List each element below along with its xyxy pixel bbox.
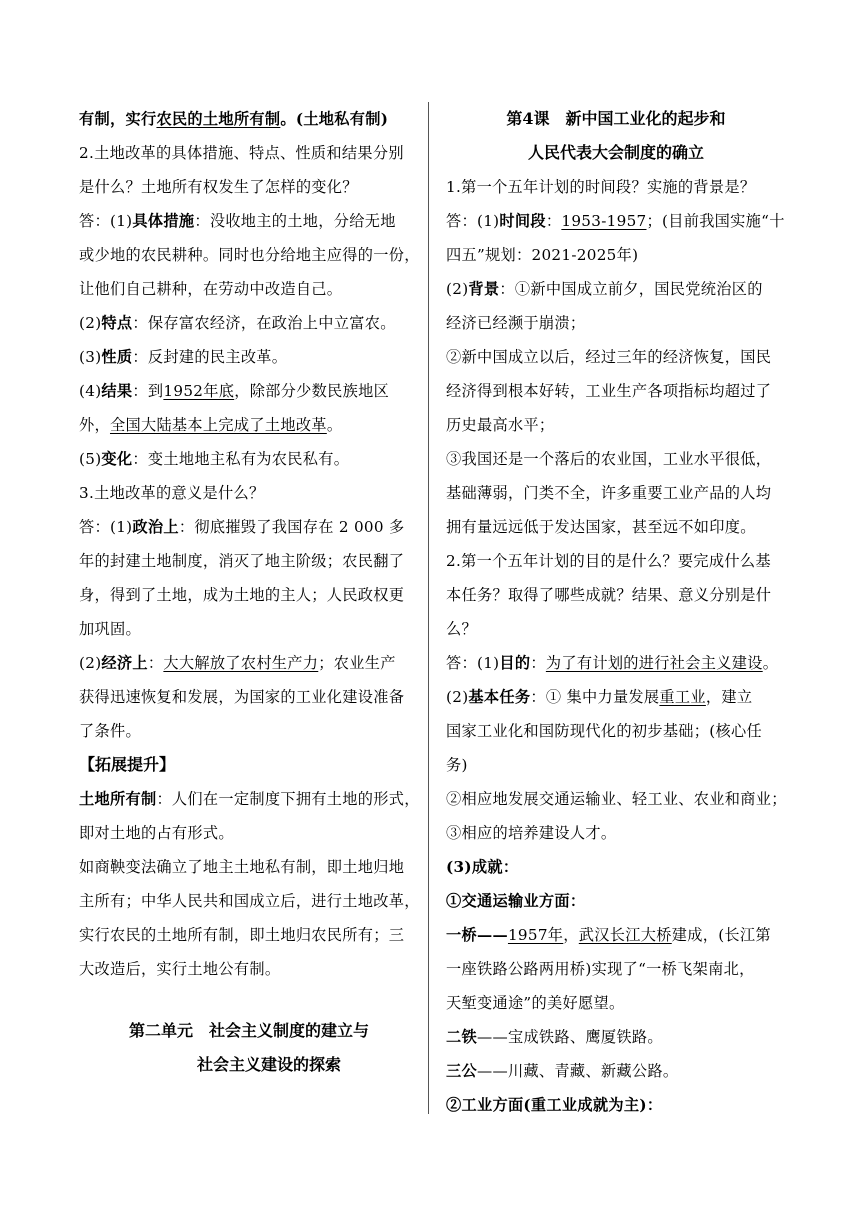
answer-economic: (2)经济上：大大解放了农村生产力；农业生产	[79, 654, 396, 672]
question-1: 1.第一个五年计划的时间段？实施的背景是？	[446, 178, 756, 196]
right-column	[446, 102, 786, 1122]
railway-line: 二铁——宝成铁路、鹰厦铁路。	[446, 1028, 663, 1046]
left-column	[79, 102, 419, 1082]
text-line: 经济得到根本好转，工业生产各项指标均超过了	[446, 382, 772, 400]
text-line: 务)	[446, 756, 468, 774]
text-line: 历史最高水平；	[446, 416, 555, 434]
extension-heading: 【拓展提升】	[79, 755, 176, 774]
unit-title: 第二单元 社会主义制度的建立与	[128, 1021, 369, 1040]
answer-features: (2)特点：保存富农经济，在政治上中立富农。	[79, 314, 396, 332]
text-line: 让他们自己耕种，在劳动中改造自己。	[79, 280, 343, 298]
text-line: 一座铁路公路两用桥)实现了“一桥飞架南北，	[446, 960, 755, 978]
text-line: 大改造后，实行土地公有制。	[79, 960, 281, 978]
text-line: 如商鞅变法确立了地主土地私有制，即土地归地	[79, 858, 405, 876]
question-2: 2.第一个五年计划的目的是什么？要完成什么基	[446, 552, 771, 570]
highway-line: 三公——川藏、青藏、新藏公路。	[446, 1062, 679, 1080]
transport-heading: ①交通运输业方面：	[446, 892, 586, 910]
answer-measures: 答：(1)具体措施：没收地主的土地，分给无地	[79, 212, 396, 230]
text-line: 外，全国大陆基本上完成了土地改革。	[79, 416, 343, 434]
unit-title-cont: 社会主义建设的探索	[196, 1055, 341, 1074]
question-3: 3.土地改革的意义是什么？	[79, 484, 265, 502]
answer-political: 答：(1)政治上：彻底摧毁了我国存在 2 000 多	[79, 518, 405, 536]
question-2: 2.土地改革的具体措施、特点、性质和结果分别	[79, 144, 404, 162]
question-2-cont: 么？	[446, 620, 477, 638]
bridge-line: 一桥——1957年，武汉长江大桥建成，(长江第	[446, 926, 771, 944]
text-line: 获得迅速恢复和发展，为国家的工业化建设准备	[79, 688, 405, 706]
lesson-title: 第4课 新中国工业化的起步和	[506, 109, 726, 128]
question-2-cont: 本任务？取得了哪些成就？结果、意义分别是什	[446, 586, 772, 604]
answer-achievements: (3)成就：	[446, 858, 519, 876]
industry-heading: ②工业方面(重工业成就为主)：	[446, 1096, 663, 1114]
column-divider	[428, 102, 429, 1114]
text-line: 经济已经濒于崩溃；	[446, 314, 586, 332]
answer-background: (2)背景：①新中国成立前夕，国民党统治区的	[446, 280, 763, 298]
text-line: 拥有量远远低于发达国家，甚至远不如印度。	[446, 518, 756, 536]
answer-result: (4)结果：到1952年底，除部分少数民族地区	[79, 382, 390, 400]
text-line: 加巩固。	[79, 620, 141, 638]
text-line: ③我国还是一个落后的农业国，工业水平很低，	[446, 450, 772, 468]
text-line: 四五”规划：2021-2025年)	[446, 246, 639, 264]
text-line: 了条件。	[79, 722, 141, 740]
question-2-cont: 是什么？土地所有权发生了怎样的变化？	[79, 178, 358, 196]
text-line: 或少地的农民耕种。同时也分给地主应得的一份，	[79, 246, 420, 264]
answer-tasks: (2)基本任务：① 集中力量发展重工业，建立	[446, 688, 753, 706]
answer-period: 答：(1)时间段：1953-1957；(目前我国实施“十	[446, 212, 785, 230]
text-line: 年的封建土地制度，消灭了地主阶级；农民翻了	[79, 552, 405, 570]
text-line: 主所有；中华人民共和国成立后，进行土地改革，	[79, 892, 420, 910]
text-line: 有制，实行农民的土地所有制。(土地私有制)	[79, 110, 389, 128]
text-line: 国家工业化和国防现代化的初步基础；(核心任	[446, 722, 762, 740]
text-line: 实行农民的土地所有制，即土地归农民所有；三	[79, 926, 405, 944]
text-line: ②新中国成立以后，经过三年的经济恢复，国民	[446, 348, 772, 366]
answer-purpose: 答：(1)目的：为了有计划的进行社会主义建设。	[446, 654, 779, 672]
text-line: ②相应地发展交通运输业、轻工业、农业和商业；	[446, 790, 787, 808]
answer-change: (5)变化：变土地地主私有为农民私有。	[79, 450, 350, 468]
text-line: 基础薄弱，门类不全，许多重要工业产品的人均	[446, 484, 772, 502]
text-line: 身，得到了土地，成为土地的主人；人民政权更	[79, 586, 405, 604]
answer-nature: (3)性质：反封建的民主改革。	[79, 348, 288, 366]
lesson-title-cont: 人民代表大会制度的确立	[527, 143, 704, 162]
text-line: 即对土地的占有形式。	[79, 824, 234, 842]
text-line: ③相应的培养建设人才。	[446, 824, 617, 842]
text-line: 天堑变通途”的美好愿望。	[446, 994, 625, 1012]
text-line: 土地所有制：人们在一定制度下拥有土地的形式，	[79, 790, 420, 808]
